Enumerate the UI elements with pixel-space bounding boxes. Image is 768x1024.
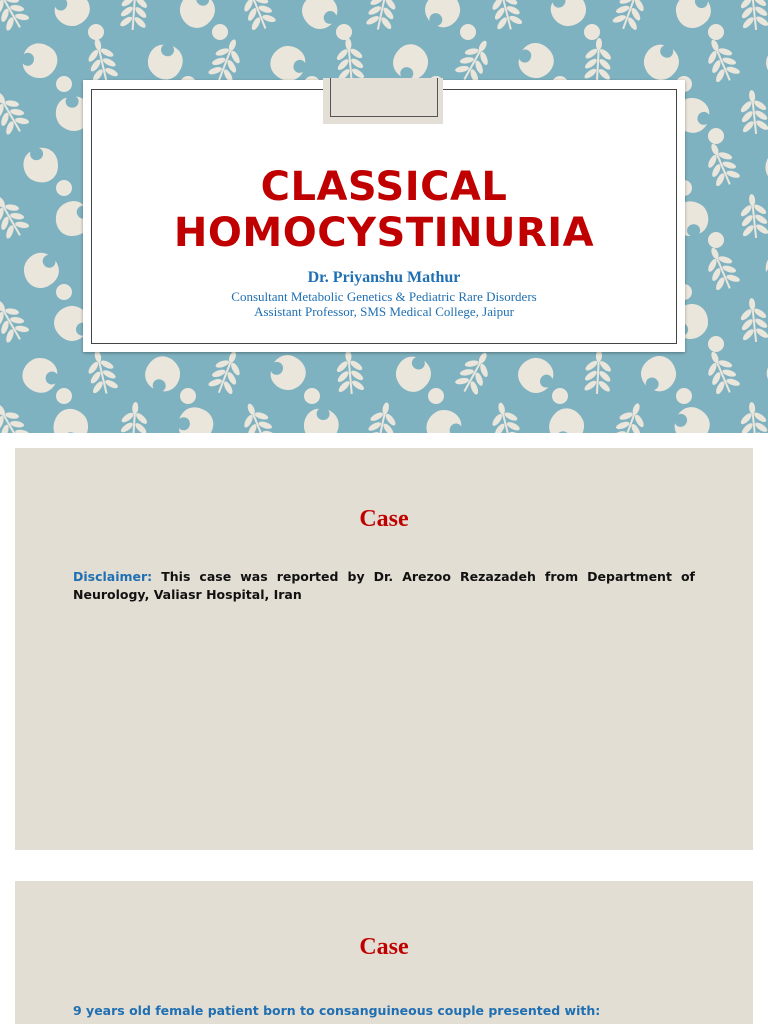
case-intro-text: 9 years old female patient born to consanguineous couple presented with:: [73, 1003, 601, 1018]
disclaimer-text: This case was reported by Dr. Arezoo Rezazadeh from Department of Neurology, Valiasr Hospital, Iran: [73, 569, 695, 602]
title-tab-decoration: [323, 78, 443, 124]
title-line-2: HOMOCYSTINURIA: [173, 210, 595, 256]
case-slide-disclaimer: [15, 448, 753, 850]
title-slide: [0, 0, 768, 433]
title-tab-box: [330, 78, 438, 117]
case-title: Case: [359, 934, 409, 960]
slide-title: [83, 164, 685, 256]
case-title: Case: [359, 506, 409, 532]
title-line-1: CLASSICAL: [260, 164, 508, 210]
title-card: [83, 80, 685, 352]
author-name: Dr. Priyanshu Mathur: [307, 269, 461, 286]
author-affiliation-2: Assistant Professor, SMS Medical College, Jaipur: [254, 304, 514, 319]
disclaimer-paragraph: [73, 568, 695, 604]
disclaimer-label: Disclaimer:: [73, 569, 153, 584]
author-affiliation-1: Consultant Metabolic Genetics & Pediatric Rare Disorders: [231, 289, 537, 304]
case-slide-presentation: [15, 881, 753, 1024]
